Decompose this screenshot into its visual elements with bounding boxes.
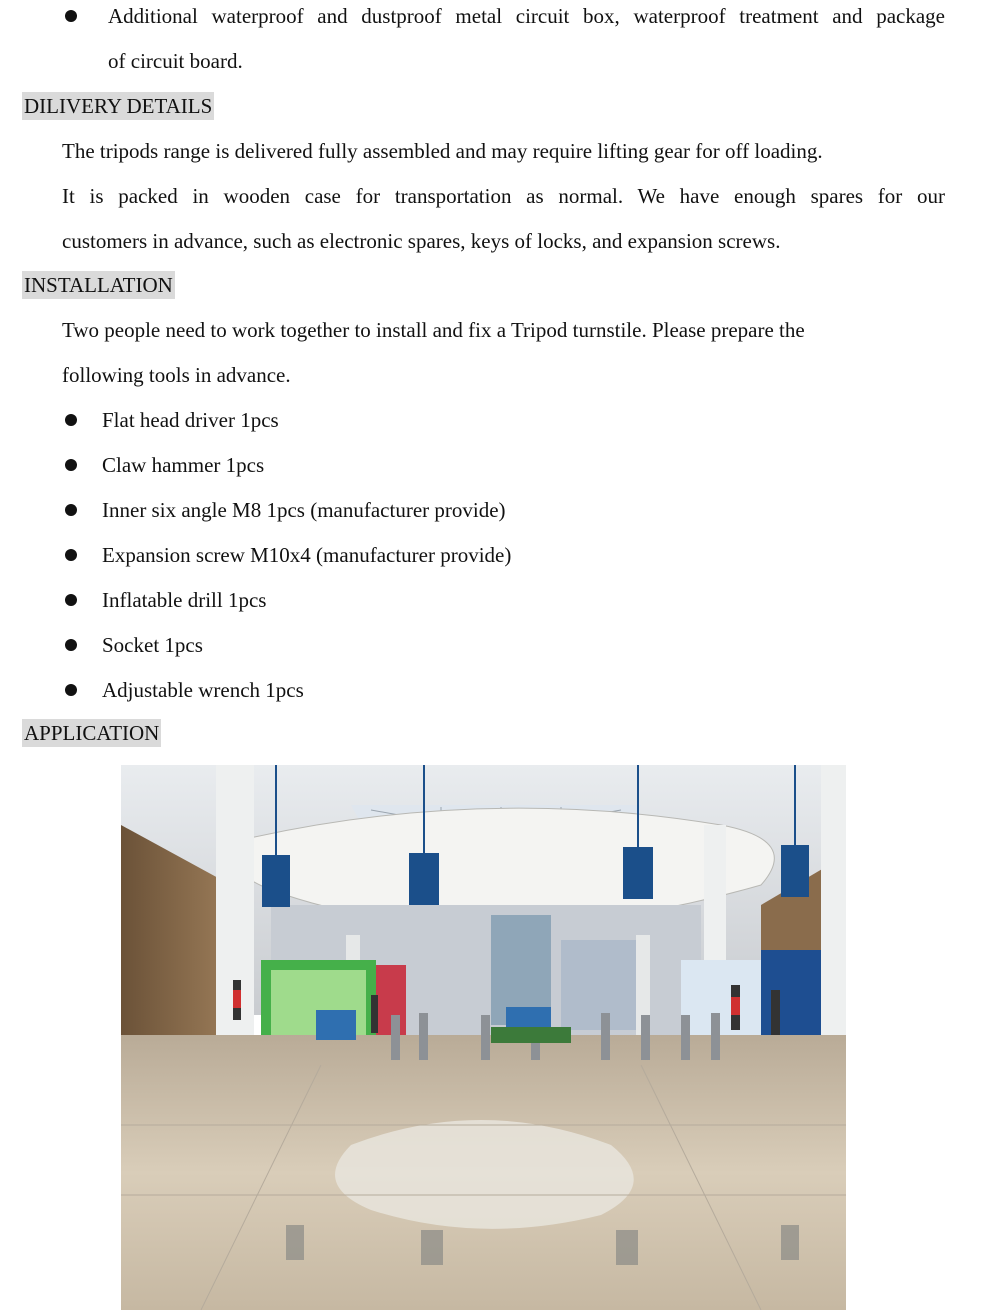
paragraph-line: following tools in advance.	[62, 363, 291, 387]
bullet-icon	[65, 549, 77, 561]
bullet-icon	[65, 10, 77, 22]
list-item: Flat head driver 1pcs	[102, 408, 279, 432]
list-item: Socket 1pcs	[102, 633, 203, 657]
bullet-icon	[65, 684, 77, 696]
bullet-icon	[65, 459, 77, 471]
turnstile-hall-photo	[121, 765, 846, 1310]
list-item: Inflatable drill 1pcs	[102, 588, 267, 612]
bullet-text-continued: of circuit board.	[108, 49, 243, 73]
list-item: Claw hammer 1pcs	[102, 453, 265, 477]
section-heading-application: APPLICATION	[24, 721, 160, 745]
paragraph-line: customers in advance, such as electronic spares, keys of locks, and expansion screws.	[62, 229, 781, 253]
bullet-icon	[65, 414, 77, 426]
list-item: Expansion screw M10x4 (manufacturer provide)	[102, 543, 512, 567]
paragraph-line: The tripods range is delivered fully assembled and may require lifting gear for off loading.	[62, 139, 823, 163]
section-heading-delivery: DILIVERY DETAILS	[24, 94, 213, 118]
bullet-text: Additional waterproof and dustproof metal circuit box, waterproof treatment and package	[108, 4, 945, 28]
bullet-icon	[65, 504, 77, 516]
list-item: Inner six angle M8 1pcs (manufacturer provide)	[102, 498, 506, 522]
paragraph-line: Two people need to work together to install and fix a Tripod turnstile. Please prepare the	[62, 318, 805, 342]
bullet-icon	[65, 594, 77, 606]
list-item: Adjustable wrench 1pcs	[102, 678, 304, 702]
bullet-icon	[65, 639, 77, 651]
paragraph-line: It is packed in wooden case for transportation as normal. We have enough spares for our	[62, 184, 945, 208]
section-heading-installation: INSTALLATION	[24, 273, 173, 297]
